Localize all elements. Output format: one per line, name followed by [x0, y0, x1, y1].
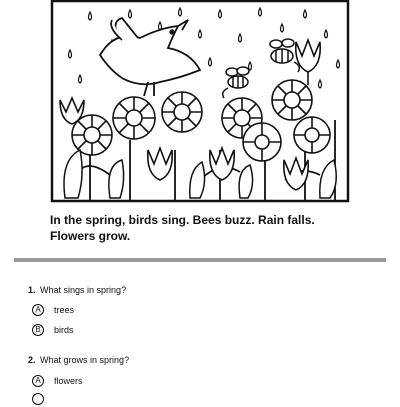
question-2-option-b-partial[interactable]	[32, 391, 54, 407]
answer-bubble-b[interactable]	[32, 393, 44, 405]
option-text: birds	[54, 325, 74, 335]
question-2	[28, 355, 129, 365]
spring-illustration	[50, 0, 350, 205]
option-text: trees	[54, 305, 75, 315]
question-1-text: What sings in spring?	[40, 285, 127, 295]
question-2-text: What grows in spring?	[40, 355, 130, 365]
story-caption: In the spring, birds sing. Bees buzz. Rain falls. Flowers grow.	[50, 213, 315, 243]
answer-bubble-a[interactable]: A	[32, 304, 44, 316]
question-1-option-a[interactable]	[32, 302, 74, 318]
answer-bubble-b[interactable]: B	[32, 324, 44, 336]
answer-bubble-a[interactable]: A	[32, 375, 44, 387]
question-2-number: 2.	[28, 355, 36, 365]
question-1-number: 1.	[28, 285, 36, 295]
section-divider	[14, 258, 386, 262]
question-1	[28, 285, 126, 295]
option-text: flowers	[54, 376, 83, 386]
spring-scene-svg	[50, 0, 350, 205]
question-1-option-b[interactable]	[32, 322, 74, 338]
question-2-option-a[interactable]	[32, 373, 83, 389]
